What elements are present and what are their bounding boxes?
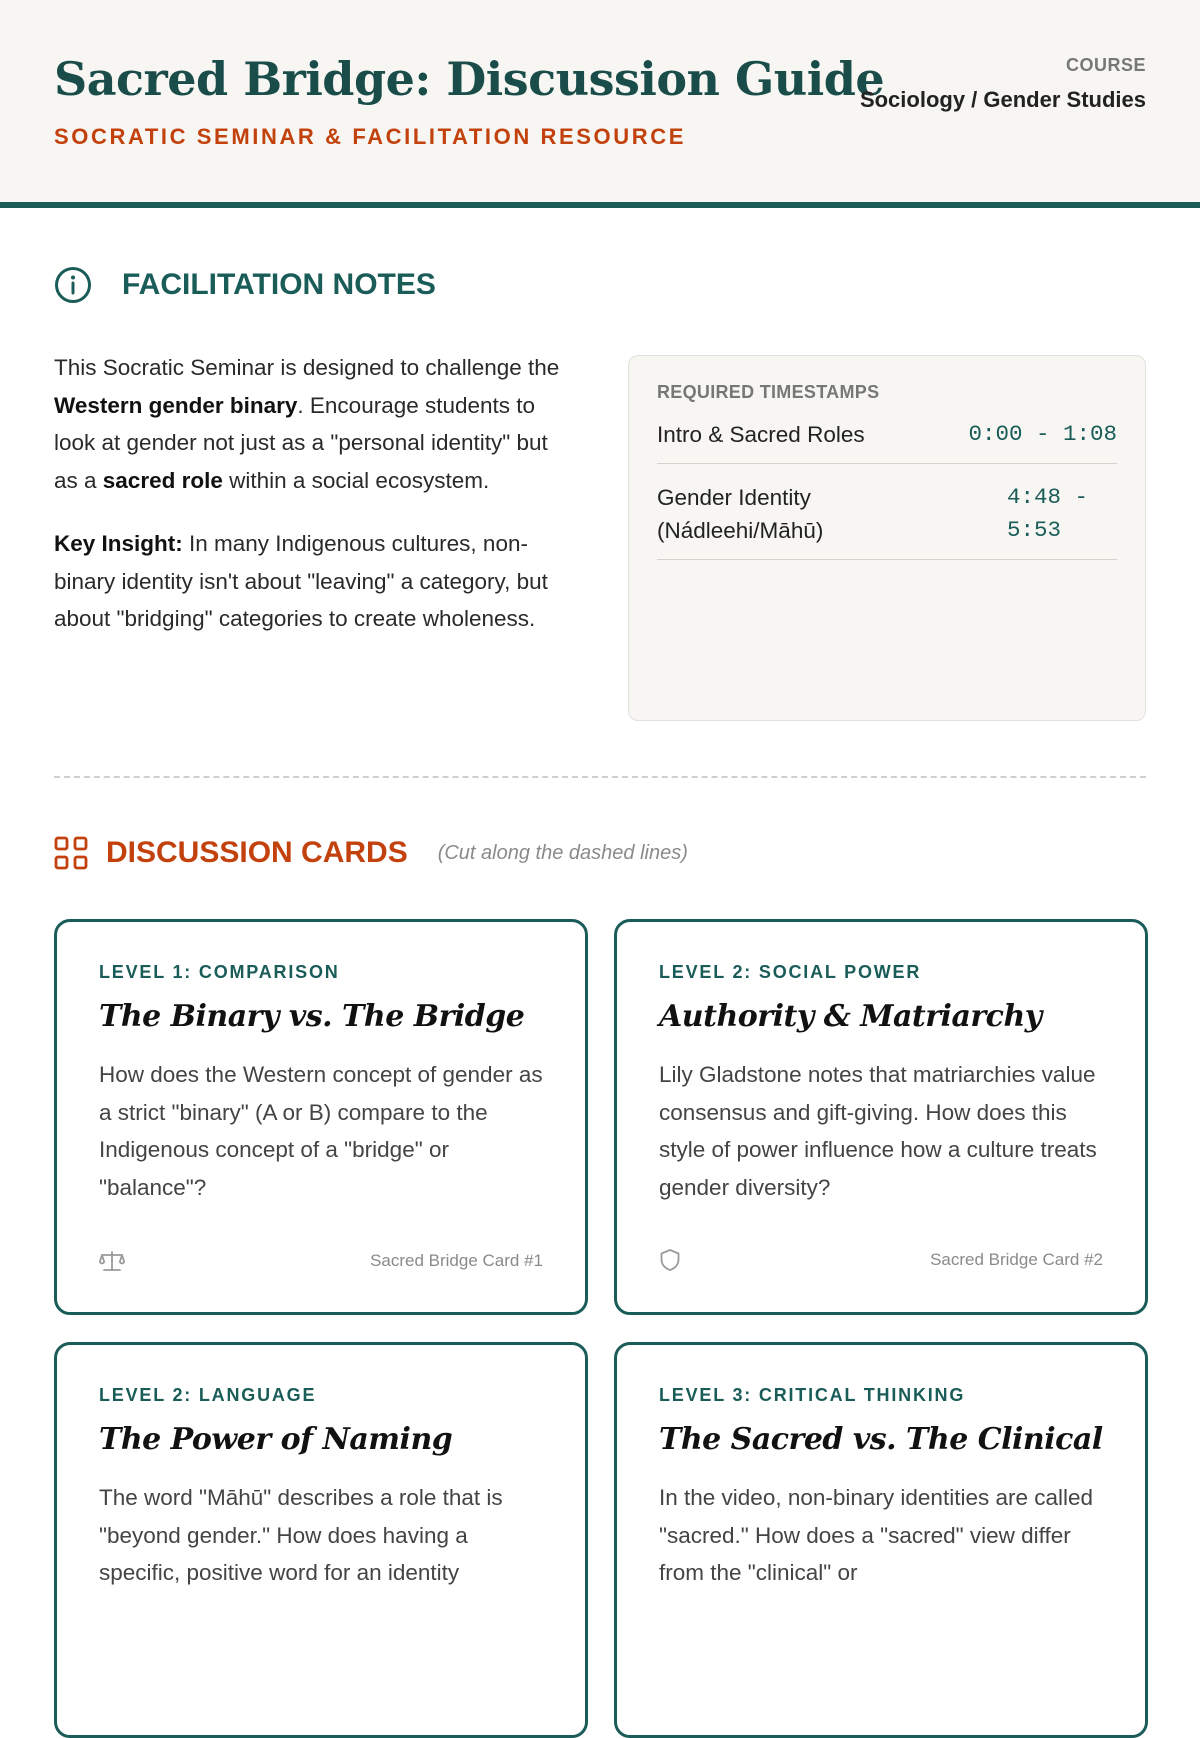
card-level: LEVEL 2: SOCIAL POWER (659, 962, 922, 982)
discussion-card (54, 919, 588, 1315)
card-id: Sacred Bridge Card #1 (370, 1251, 543, 1270)
card-id: Sacred Bridge Card #2 (930, 1250, 1103, 1269)
discussion-card (614, 919, 1148, 1315)
timestamp-row (657, 415, 1117, 464)
card-question: Lily Gladstone notes that matriarchies value consensus and gift-giving. How does this style of power influence how a culture treats gender diversity? (659, 1062, 1097, 1200)
facilitation-text (54, 349, 574, 664)
timestamps-label: REQUIRED TIMESTAMPS (657, 382, 880, 402)
facilitation-paragraph-1: This Socratic Seminar is designed to challenge the Western gender binary. Encourage students to look at gender not just as a "personal identity" but as a sacred role within a social ecosystem. (54, 355, 560, 493)
cards-header (54, 836, 688, 870)
course-label: COURSE (1065, 55, 1146, 75)
timestamp-name: Gender Identity (Nádleehi/Māhū) (657, 485, 824, 543)
grid-icon (54, 836, 88, 870)
card-title: The Power of Naming (99, 1422, 453, 1457)
page-title: Sacred Bridge: Discussion Guide (54, 52, 885, 106)
scale-icon (99, 1250, 125, 1272)
page-subtitle: SOCRATIC SEMINAR & FACILITATION RESOURCE (54, 124, 686, 149)
cards-title: DISCUSSION CARDS (106, 836, 408, 869)
card-title: Authority & Matriarchy (659, 999, 1042, 1034)
card-question: How does the Western concept of gender as a strict "binary" (A or B) compare to the Indigenous concept of a "bridge" or "balance"? (99, 1062, 543, 1200)
card-question: The word "Māhū" describes a role that is "beyond gender." How does having a specific, positive word for an identity (99, 1485, 503, 1585)
facilitation-title: FACILITATION NOTES (122, 268, 436, 301)
card-level: LEVEL 2: LANGUAGE (99, 1385, 317, 1405)
timestamp-name: Intro & Sacred Roles (657, 422, 865, 447)
timestamps-box (628, 355, 1146, 721)
course-value: Sociology / Gender Studies (859, 87, 1146, 112)
key-insight-label: Key Insight: (54, 531, 183, 556)
timestamp-row (657, 478, 1117, 560)
card-level: LEVEL 1: COMPARISON (99, 962, 340, 982)
card-footer (659, 1248, 1103, 1272)
info-icon (54, 266, 92, 304)
card-title: The Sacred vs. The Clinical (659, 1422, 1103, 1457)
timestamp-time: 4:48 - 5:53 (1007, 484, 1089, 543)
card-title: The Binary vs. The Bridge (99, 999, 525, 1034)
facilitation-paragraph-2: Key Insight: In many Indigenous cultures, non-binary identity isn't about "leaving" a category, but about "bridging" categories to create wholeness. (54, 531, 548, 631)
dashed-divider (54, 776, 1146, 778)
page-header (0, 0, 1200, 208)
discussion-card (614, 1342, 1148, 1738)
card-footer (99, 1250, 543, 1272)
shield-icon (659, 1248, 681, 1272)
card-question: In the video, non-binary identities are called "sacred." How does a "sacred" view differ from the "clinical" or (659, 1485, 1094, 1585)
facilitation-header (54, 266, 436, 304)
card-level: LEVEL 3: CRITICAL THINKING (659, 1385, 966, 1405)
discussion-card (54, 1342, 588, 1738)
cut-instruction: (Cut along the dashed lines) (437, 841, 688, 864)
timestamp-time: 0:00 - 1:08 (968, 421, 1117, 447)
